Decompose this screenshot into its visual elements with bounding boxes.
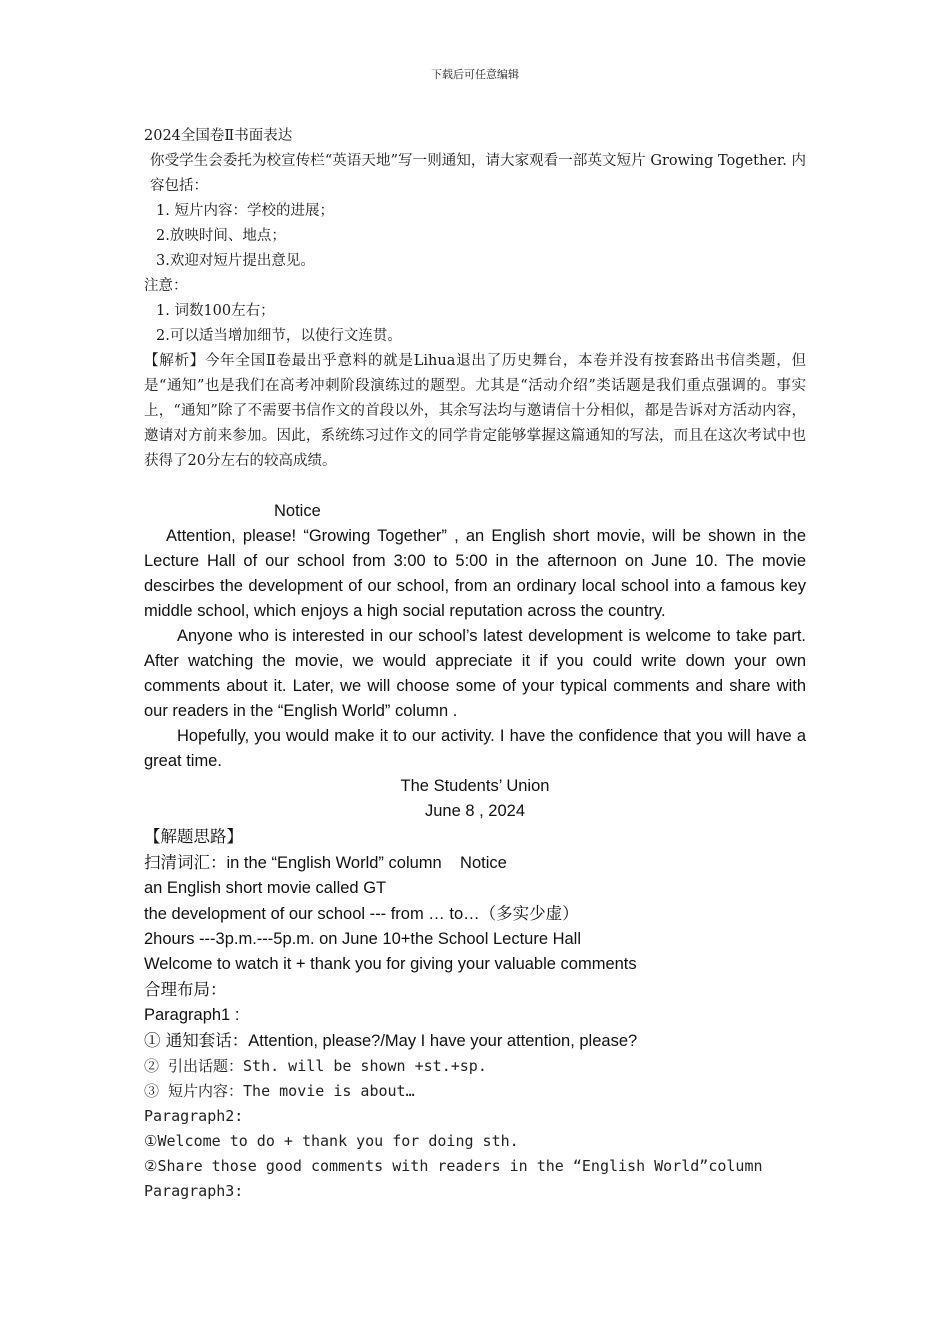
vocab-note: （多实少虚）	[479, 904, 579, 923]
vocab-line-4: Welcome to watch it + thank you for giving your valuable comments	[144, 955, 637, 973]
essay-title: Notice	[274, 502, 321, 520]
task-item-2: 2.放映时间、地点；	[156, 228, 286, 244]
p1-item-1-en: Attention, please?/May I have your attention, please?	[248, 1032, 638, 1050]
p1-item-3: ③ 短片内容：The movie is about…	[144, 1082, 415, 1100]
vocab-line-1: an English short movie called GT	[144, 879, 387, 897]
essay-paragraph-2: Anyone who is interested in our school’s latest development is welcome to take part. After watching the movie, we would appreciate it if you could write down your own comments about it. Later, we will choose some of your typical comments and share with our readers in the “English World” column .	[144, 627, 806, 720]
note-item-2: 2.可以适当增加细节，以使行文连贯。	[156, 328, 402, 344]
approach-heading	[144, 824, 806, 850]
spacer	[144, 474, 806, 499]
analysis-paragraph: 【解析】今年全国Ⅱ卷最出乎意料的就是Lihua退出了历史舞台，本卷并没有按套路出书信类题，但是“通知”也是我们在高考冲刺阶段演练过的题型。尤其是“活动介绍”类话题是我们重点强调的。事实上，“通知”除了不需要书信作文的首段以外，其余写法均与邀请信十分相似，都是告诉对方活动内容，邀请对方前来参加。因此，系统练习过作文的同学肯定能够掌握这篇通知的写法，而且在这次考试中也获得了20分左右的较高成绩。	[144, 353, 806, 469]
task-item-1: 1. 短片内容：学校的进展；	[156, 203, 334, 219]
paragraph3-label: Paragraph3:	[144, 1182, 244, 1200]
vocab-line-2	[144, 901, 806, 927]
paragraph2-label: Paragraph2:	[144, 1107, 244, 1125]
task-prompt: 你受学生会委托为校宣传栏“英语天地”写一则通知，请大家观看一部英文短片 Growing Together. 内容包括：	[150, 153, 806, 194]
vocab-first-text: in the “English World” column Notice	[226, 854, 507, 872]
note-item-1: 1. 词数100左右；	[156, 303, 275, 319]
layout-label: 合理布局：	[144, 980, 227, 999]
essay-paragraph-3: Hopefully, you would make it to our activity. I have the confidence that you will have a great time.	[144, 727, 806, 770]
essay-date: June 8 , 2024	[425, 802, 525, 820]
note-label: 注意：	[144, 278, 188, 294]
vocab-line-first	[144, 850, 806, 876]
p2-item-2: ②Share those good comments with readers in the “English World”column	[144, 1157, 763, 1175]
task-item-3: 3.欢迎对短片提出意见。	[156, 253, 315, 269]
p1-item-1	[144, 1028, 806, 1054]
page-header: 下载后可任意编辑	[431, 68, 519, 81]
paragraph1-label: Paragraph1 :	[144, 1006, 240, 1024]
essay-paragraph-1: Attention, please! “Growing Together” , an English short movie, will be shown in the Lecture Hall of our school from 3:00 to 5:00 in the afternoon on June 10. The movie descirbes the development of our school, from an ordinary local school into a famous key middle school, which enjoys a high social reputation across the country.	[144, 527, 806, 620]
p1-item-2: ② 引出话题：Sth. will be shown +st.+sp.	[144, 1057, 487, 1075]
vocab-line-3: 2hours ---3p.m.---5p.m. on June 10+the School Lecture Hall	[144, 930, 582, 948]
p2-item-1: ①Welcome to do + thank you for doing sth.	[144, 1132, 519, 1150]
vocab-line-2-text: the development of our school --- from … to…	[144, 905, 480, 923]
layout-label-line	[144, 977, 806, 1003]
approach-heading-text: 【解题思路】	[144, 827, 243, 846]
p1-item-1-cn: ① 通知套话：	[144, 1031, 249, 1050]
task-title: 2024全国卷Ⅱ书面表达	[144, 128, 293, 144]
document-body	[144, 124, 806, 1204]
essay-signature: The Students’ Union	[400, 777, 550, 795]
vocab-label: 扫清词汇：	[144, 853, 227, 872]
